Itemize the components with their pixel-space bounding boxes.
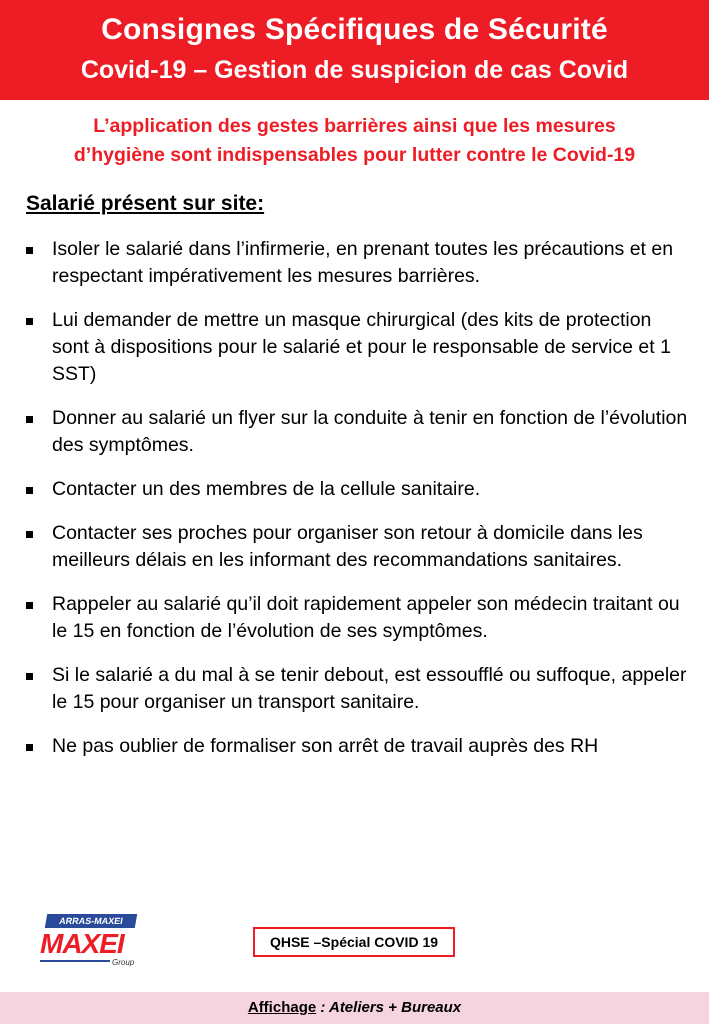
header-banner <box>0 0 709 100</box>
footer-bar <box>0 992 709 1024</box>
list-item-text: Lui demander de mettre un masque chirurgical (des kits de protection sont à dispositions pour le salarié et pour le responsable de service et 1 SST) <box>52 309 671 385</box>
list-item-text: Isoler le salarié dans l’infirmerie, en prenant toutes les précautions et en respectant impérativement les mesures barrières. <box>52 238 674 287</box>
list-item-text: Rappeler au salarié qu’il doit rapidement appeler son médecin traitant ou le 15 en fonction de l’évolution de ses symptômes. <box>52 593 680 642</box>
footer-separator: : <box>316 999 329 1016</box>
page-title: Consignes Spécifiques de Sécurité <box>101 13 608 46</box>
list-item-text: Contacter un des membres de la cellule sanitaire. <box>52 478 481 500</box>
bullet-icon <box>26 416 33 423</box>
list-item <box>22 405 692 459</box>
bullet-icon <box>26 487 33 494</box>
list-item-text: Contacter ses proches pour organiser son retour à domicile dans les meilleurs délais en les informant des recommandations sanitaires. <box>52 522 643 571</box>
intro-line-1: L’application des gestes barrières ainsi que les mesures <box>93 115 616 137</box>
list-item-text: Si le salarié a du mal à se tenir debout, est essoufflé ou suffoque, appeler le 15 pour organiser un transport sanitaire. <box>52 664 687 713</box>
bullet-icon <box>26 318 33 325</box>
bullet-icon <box>26 531 33 538</box>
list-item-text: Donner au salarié un flyer sur la conduite à tenir en fonction de l’évolution des symptômes. <box>52 407 688 456</box>
logo-underline <box>40 960 110 962</box>
footer-value: Ateliers + Bureaux <box>328 999 462 1016</box>
instruction-list <box>22 236 692 777</box>
bullet-icon <box>26 744 33 751</box>
list-item <box>22 476 692 503</box>
intro-text <box>0 112 709 170</box>
list-item <box>22 662 692 716</box>
intro-line-2: d’hygiène sont indispensables pour lutter contre le Covid-19 <box>73 144 636 166</box>
list-item <box>22 520 692 574</box>
section-title: Salarié présent sur site: <box>26 192 265 215</box>
qhse-badge: QHSE –Spécial COVID 19 <box>253 927 455 957</box>
bullet-icon <box>26 247 33 254</box>
list-item <box>22 236 692 290</box>
bullet-icon <box>26 673 33 680</box>
bullet-icon <box>26 602 33 609</box>
list-item-text: Ne pas oublier de formaliser son arrêt de travail auprès des RH <box>52 735 599 757</box>
list-item <box>22 307 692 388</box>
list-item <box>22 733 692 760</box>
logo-top-label: ARRAS-MAXEI <box>45 914 137 928</box>
page-subtitle: Covid-19 – Gestion de suspicion de cas Covid <box>80 56 629 84</box>
logo-group: Group <box>112 958 135 967</box>
logo-brand: MAXEI <box>40 928 124 959</box>
list-item <box>22 591 692 645</box>
company-logo <box>36 914 148 970</box>
footer-label: Affichage <box>247 999 317 1016</box>
